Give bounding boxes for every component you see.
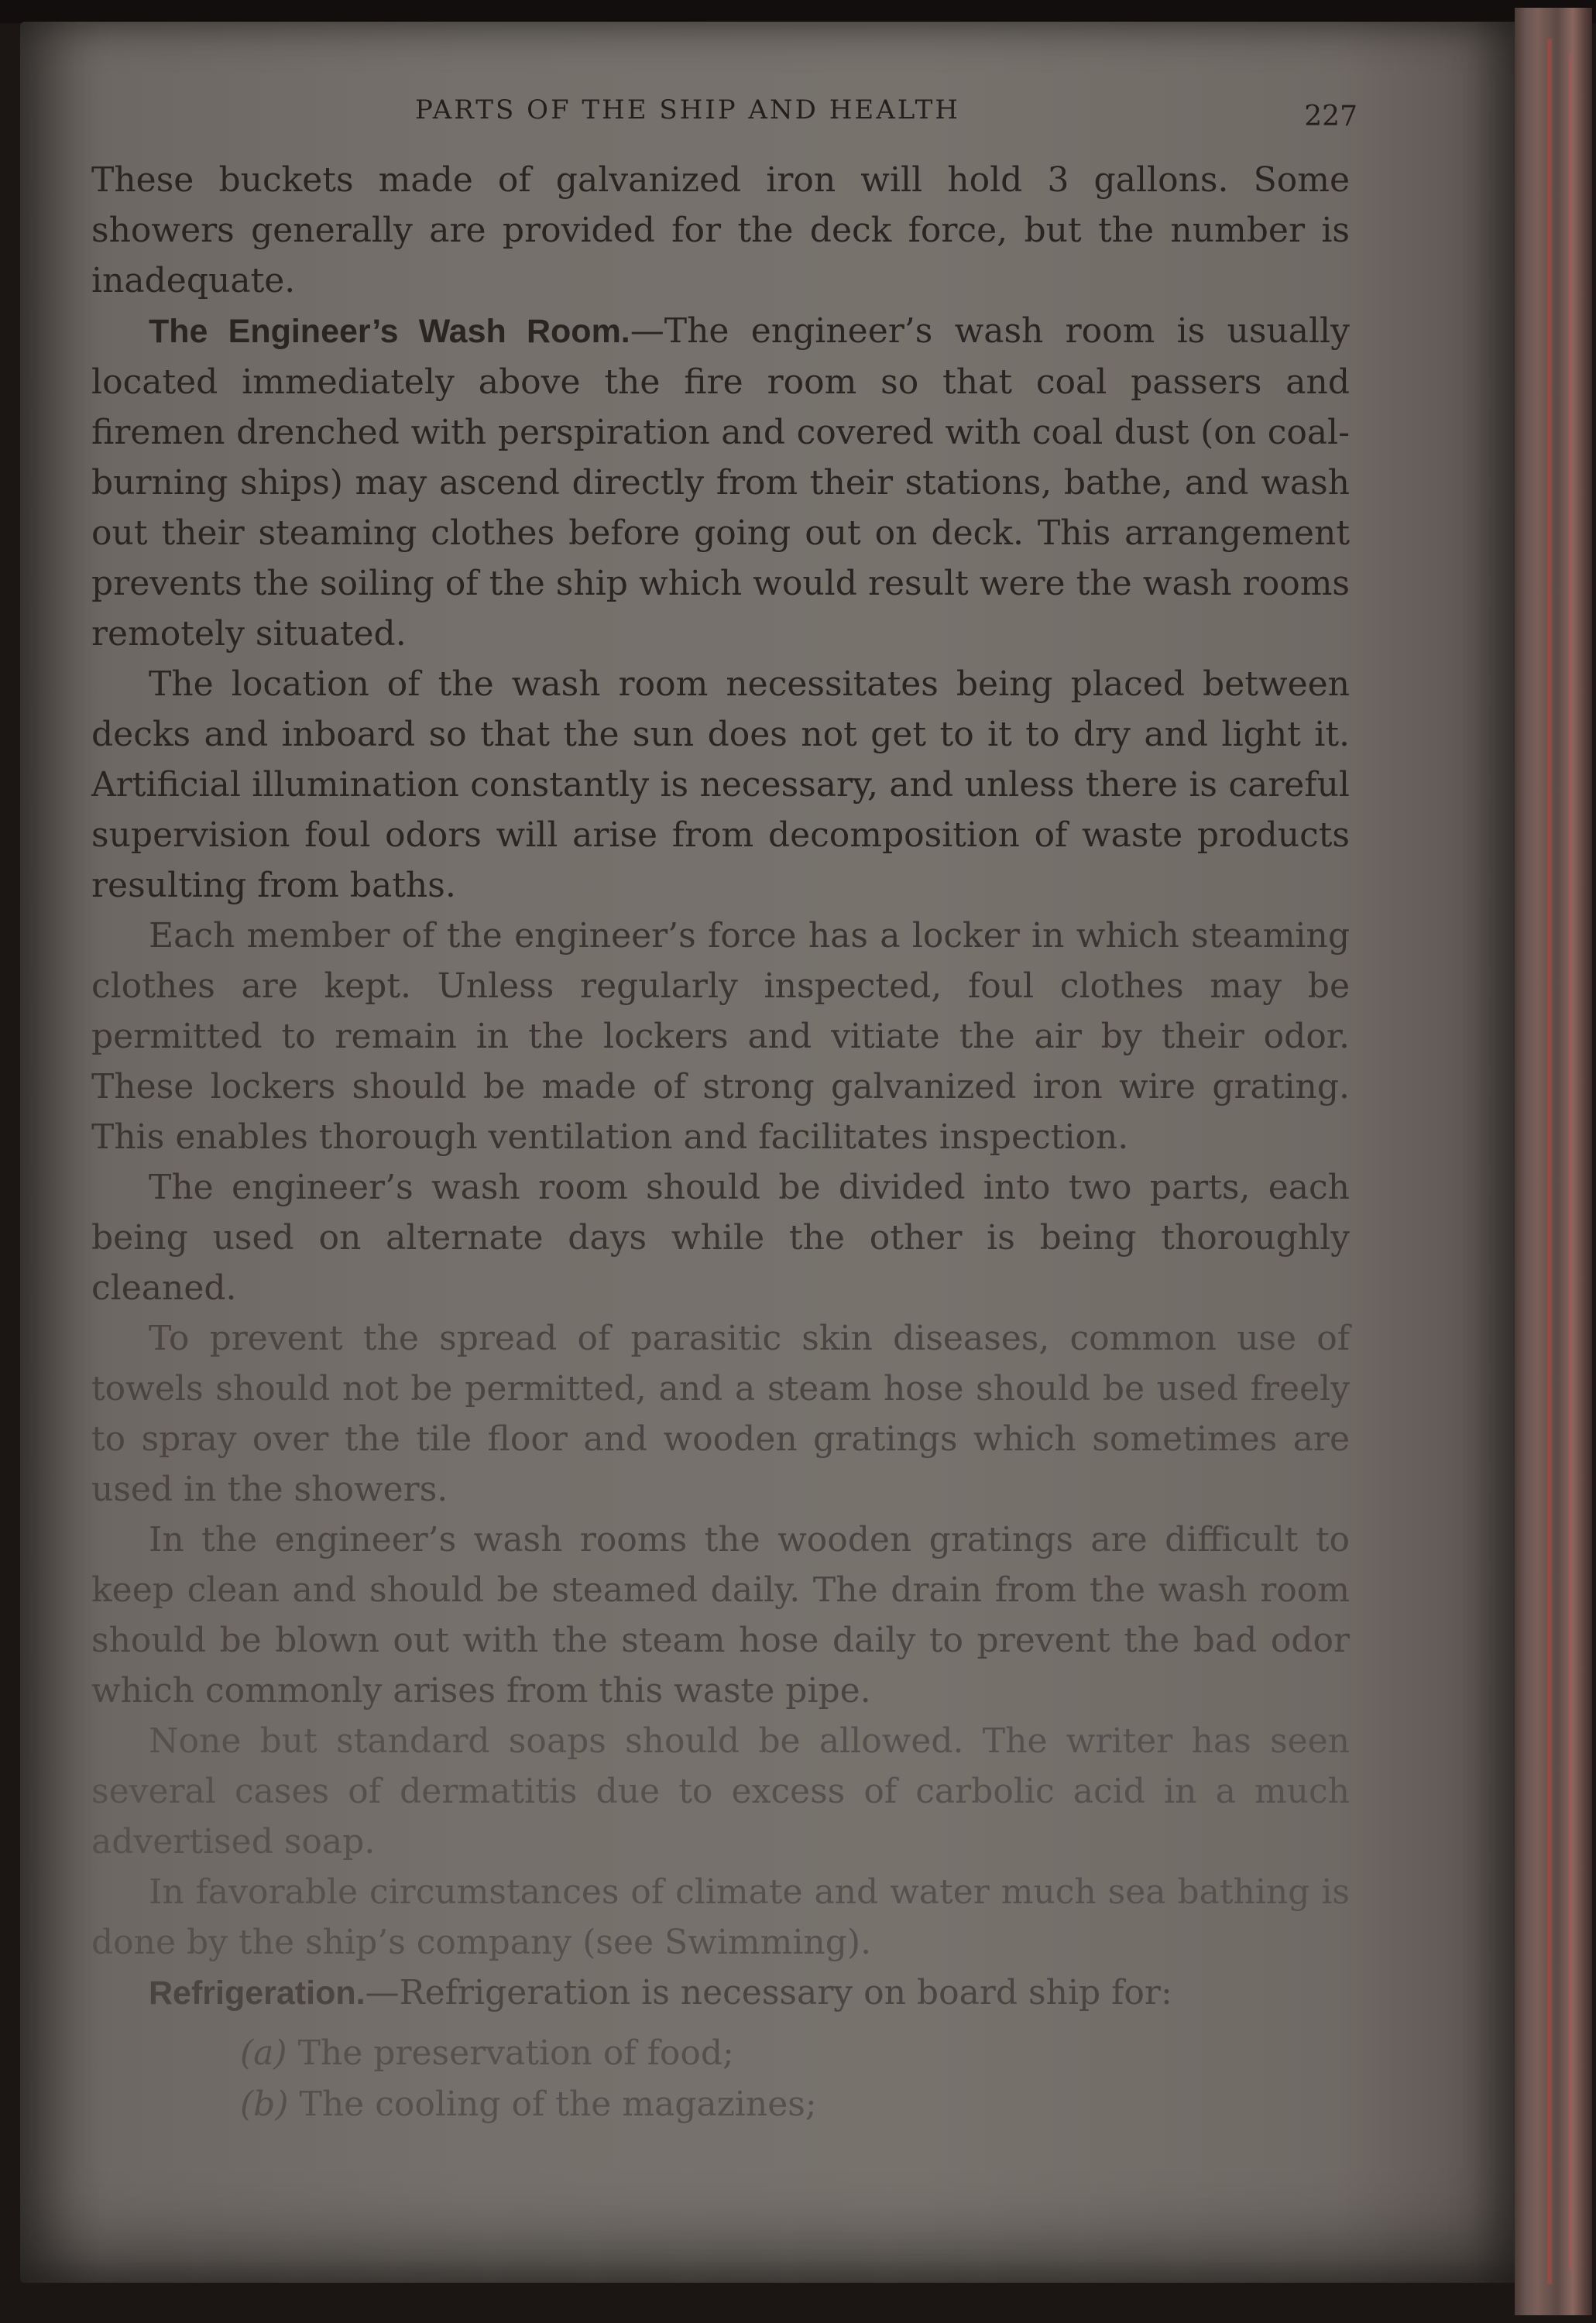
paragraph-text: —The engineer’s wash room is usually located immediately above the fire room so that coal passers and firemen drenched with perspiration and covered with coal dust (on coal-burning ships) may ascend directly from their stations, bathe, and wash out their steaming clothes before going out on deck. This arrangement prevents the soiling of the ship which would result were the wash rooms remotely situated. <box>91 311 1350 654</box>
paragraph-text: Each member of the engineer’s force has a locker in which steaming clothes are kept. Unless regularly inspected, foul clothes may be permitted to remain in the lockers and vitiate the air by their odor. These lockers should be made of strong galvanized iron wire grating. This enables thorough ventilation and facilitates inspection. <box>91 916 1350 1157</box>
paragraph <box>91 659 1350 911</box>
paragraph <box>91 1515 1350 1716</box>
refrigeration-list <box>91 2028 1350 2130</box>
paragraph <box>91 1313 1350 1515</box>
paragraph <box>91 1716 1350 1867</box>
paragraph <box>91 306 1350 659</box>
paragraph-text: In the engineer’s wash rooms the wooden gratings are difficult to keep clean and should be steamed daily. The drain from the wash room should be blown out with the steam hose daily to prevent the bad odor which commonly arises from this waste pipe. <box>91 1520 1350 1711</box>
paragraph-text: To prevent the spread of parasitic skin diseases, common use of towels should not be permitted, and a steam hose should be used freely to spray over the tile floor and wooden gratings which sometimes are used in the showers. <box>91 1319 1350 1509</box>
paragraph-text: None but standard soaps should be allowed. The writer has seen several cases of dermatitis due to excess of carbolic acid in a much advertised soap. <box>91 1721 1350 1861</box>
paragraph <box>91 1162 1350 1313</box>
paragraph-text: —Refrigeration is necessary on board ship for: <box>365 1973 1172 2012</box>
paragraph <box>91 911 1350 1162</box>
section-heading: The Engineer’s Wash Room. <box>149 313 630 350</box>
section-heading: Refrigeration. <box>149 1975 366 2012</box>
list-item-text: The cooling of the magazines; <box>299 2085 817 2124</box>
paragraph-text: The engineer’s wash room should be divided into two parts, each being used on alternate days while the other is being thoroughly cleaned. <box>91 1168 1350 1308</box>
paragraph <box>91 1968 1350 2019</box>
list-item <box>91 2028 1350 2079</box>
page-number: 227 <box>1304 101 1357 132</box>
page-edge-stack <box>1515 8 1592 2315</box>
list-item <box>91 2079 1350 2130</box>
list-marker: (b) <box>240 2085 289 2124</box>
paragraph-text: In favorable circumstances of climate and water much sea bathing is done by the ship’s company (see Swimming). <box>91 1872 1350 1962</box>
list-item-text: The preservation of food; <box>297 2033 734 2073</box>
running-head: PARTS OF THE SHIP AND HEALTH <box>415 94 960 125</box>
paragraph-text: These buckets made of galvanized iron will hold 3 gallons. Some showers generally are provided for the deck force, but the number is inadequate. <box>91 160 1350 300</box>
page-edge-red-line <box>1547 39 1552 2284</box>
paragraph <box>91 155 1350 306</box>
paragraph-text: The location of the wash room necessitates being placed between decks and inboard so that the sun does not get to it to dry and light it. Artificial illumination constantly is necessary, and unless there is careful supervision foul odors will arise from decomposition of waste products resulting from baths. <box>91 664 1350 905</box>
page-edge-red-line-2 <box>1569 54 1572 2269</box>
list-marker: (a) <box>240 2033 287 2073</box>
page-text <box>91 77 1357 2130</box>
page-header <box>91 77 1357 132</box>
paragraph <box>91 1867 1350 1968</box>
background-shadow <box>0 0 1596 23</box>
